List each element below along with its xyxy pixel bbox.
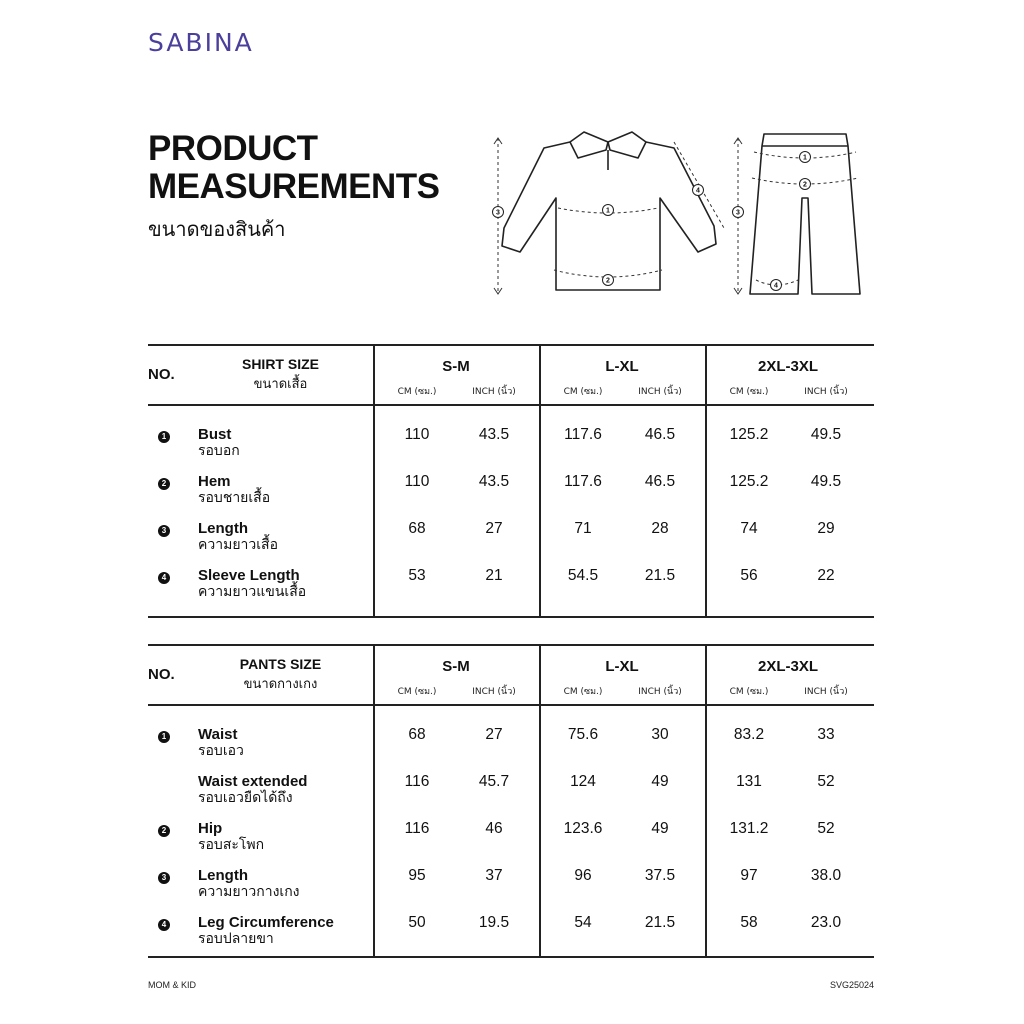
- measurement-value: 43.5: [478, 473, 510, 490]
- brand-logo: SABINA: [148, 28, 254, 57]
- pants-table-body: [148, 706, 874, 956]
- measurement-value: 75.6: [567, 726, 599, 743]
- shirt-diagram: [488, 128, 728, 300]
- measurement-value: 52: [817, 773, 835, 790]
- measurement-label: [198, 726, 244, 760]
- measurement-value: 116: [404, 773, 430, 790]
- measurement-name-en: Bust: [198, 426, 232, 443]
- pants-marker-1: 1: [803, 154, 807, 162]
- shirt-marker-2: 2: [606, 277, 610, 285]
- size-header-l-xl: L-XL: [605, 658, 639, 675]
- measurement-value: 74: [740, 520, 758, 537]
- unit-inch-header: INCH (นิ้ว): [804, 687, 848, 697]
- measurement-value: 28: [651, 520, 669, 537]
- measurement-value: 123.6: [563, 820, 603, 837]
- measurement-value: 19.5: [478, 914, 510, 931]
- measurement-value: 58: [740, 914, 758, 931]
- measurement-value: 37.5: [644, 867, 676, 884]
- measurement-name-th: รอบสะโพก: [198, 837, 265, 853]
- measurement-name-en: Waist: [198, 726, 238, 743]
- measurement-value: 23.0: [810, 914, 842, 931]
- measurement-value: 43.5: [478, 426, 510, 443]
- shirt-size-table: [148, 344, 874, 618]
- unit-inch-header: INCH (นิ้ว): [472, 687, 516, 697]
- pants-marker-4: 4: [774, 282, 778, 290]
- measurement-name-th: รอบชายเสื้อ: [198, 490, 271, 506]
- measurement-value: 131: [736, 773, 762, 790]
- measurement-value: 33: [817, 726, 835, 743]
- unit-cm-header: CM (ซม.): [397, 387, 437, 397]
- pants-size-table: [148, 644, 874, 958]
- unit-cm-header: CM (ซม.): [563, 387, 603, 397]
- pants-marker-3: 3: [736, 209, 740, 217]
- page-subtitle: ขนาดของสินค้า: [148, 217, 286, 241]
- measurement-value: 50: [408, 914, 426, 931]
- pants-table-header: [148, 646, 874, 706]
- measurement-label: [198, 867, 300, 901]
- shirt-table-body: [148, 406, 874, 616]
- size-header-l-xl: L-XL: [605, 358, 639, 375]
- measurement-value: 30: [651, 726, 669, 743]
- measurement-value: 117.6: [564, 426, 602, 443]
- measurement-value: 131.2: [729, 820, 769, 837]
- measurement-value: 46.5: [644, 473, 676, 490]
- measurement-name-th: ความยาวแขนเสื้อ: [198, 584, 307, 600]
- row-number-badge: 4: [158, 572, 170, 584]
- shirt-table-header: [148, 346, 874, 406]
- page-title: [148, 130, 440, 206]
- unit-cm-header: CM (ซม.): [729, 687, 769, 697]
- footer-product-code: SVG25024: [829, 980, 874, 990]
- measurement-value: 21: [485, 567, 503, 584]
- shirt-marker-1: 1: [606, 207, 610, 215]
- unit-cm-header: CM (ซม.): [729, 387, 769, 397]
- measurement-name-th: ความยาวเสื้อ: [198, 537, 278, 553]
- row-number-badge: 1: [158, 731, 170, 743]
- unit-cm-header: CM (ซม.): [397, 687, 437, 697]
- measurement-name-th: รอบอก: [198, 443, 240, 459]
- measurement-value: 124: [570, 773, 596, 790]
- measurement-value: 52: [817, 820, 835, 837]
- measurement-value: 116: [404, 820, 430, 837]
- measurement-name-th: รอบเอว: [198, 743, 244, 759]
- measurement-value: 29: [817, 520, 835, 537]
- measurement-label: [198, 473, 270, 507]
- measurement-label: [198, 426, 240, 460]
- unit-inch-header: INCH (นิ้ว): [638, 687, 682, 697]
- measurement-name-en: Leg Circumference: [198, 914, 334, 931]
- unit-inch-header: INCH (นิ้ว): [638, 387, 682, 397]
- title-line-2: MEASUREMENTS: [148, 167, 440, 206]
- measurement-name-en: Length: [198, 867, 248, 884]
- table-row: [148, 820, 874, 867]
- unit-inch-header: INCH (นิ้ว): [804, 387, 848, 397]
- table-row: [148, 914, 874, 961]
- measurement-value: 83.2: [733, 726, 765, 743]
- table-row: [148, 520, 874, 567]
- measurement-value: 49.5: [810, 426, 842, 443]
- row-number-badge: 3: [158, 525, 170, 537]
- measurement-value: 125.2: [729, 426, 769, 443]
- measurement-value: 117.6: [564, 473, 602, 490]
- row-number-badge: 2: [158, 478, 170, 490]
- measurement-value: 54.5: [567, 567, 599, 584]
- measurement-value: 56: [740, 567, 758, 584]
- measurement-value: 68: [408, 726, 426, 743]
- table-row: [148, 473, 874, 520]
- pants-illustration: [728, 128, 868, 300]
- shirt-marker-3: 3: [496, 209, 500, 217]
- unit-inch-header: INCH (นิ้ว): [472, 387, 516, 397]
- table-row: [148, 773, 874, 820]
- measurement-value: 49: [651, 773, 669, 790]
- table-row: [148, 726, 874, 773]
- table-row: [148, 426, 874, 473]
- measurement-label: [198, 914, 334, 948]
- row-number-badge: 2: [158, 825, 170, 837]
- measurement-name-th: ความยาวกางเกง: [198, 884, 300, 900]
- measurement-name-en: Hip: [198, 820, 223, 837]
- measurement-name-en: Length: [198, 520, 248, 537]
- measurement-value: 21.5: [644, 567, 676, 584]
- measurement-name-en: Waist extended: [198, 773, 308, 790]
- footer-category: MOM & KID: [148, 980, 197, 990]
- measurement-value: 46: [485, 820, 503, 837]
- measurement-value: 22: [817, 567, 835, 584]
- measurement-value: 46.5: [644, 426, 676, 443]
- measurement-name-en: Sleeve Length: [198, 567, 300, 584]
- pants-diagram: [728, 128, 868, 300]
- row-number-badge: 3: [158, 872, 170, 884]
- measurement-label: [198, 820, 264, 854]
- pants-size-header: [188, 656, 373, 694]
- pants-size-header-th: ขนาดกางเกง: [243, 677, 318, 692]
- measurement-label: [198, 773, 307, 807]
- measurement-label: [198, 520, 278, 554]
- measurement-label: [198, 567, 306, 601]
- unit-cm-header: CM (ซม.): [563, 687, 603, 697]
- measurement-value: 54: [574, 914, 592, 931]
- row-number-badge: 1: [158, 431, 170, 443]
- size-header-2xl-3xl: 2XL-3XL: [757, 358, 818, 375]
- title-line-1: PRODUCT: [148, 129, 318, 168]
- size-header-s-m: S-M: [442, 658, 470, 675]
- measurement-value: 37: [485, 867, 503, 884]
- no-column-header: NO.: [148, 666, 175, 683]
- measurement-value: 125.2: [729, 473, 769, 490]
- measurement-value: 110: [404, 426, 430, 443]
- shirt-size-header: [188, 356, 373, 394]
- no-column-header: NO.: [148, 366, 175, 383]
- row-number-badge: 4: [158, 919, 170, 931]
- pants-marker-2: 2: [803, 181, 807, 189]
- measurement-value: 110: [404, 473, 430, 490]
- size-header-s-m: S-M: [442, 358, 470, 375]
- measurement-value: 27: [485, 520, 503, 537]
- measurement-value: 27: [485, 726, 503, 743]
- shirt-size-header-en: SHIRT SIZE: [241, 356, 319, 372]
- shirt-marker-4: 4: [696, 187, 700, 195]
- measurement-value: 38.0: [810, 867, 842, 884]
- measurement-name-en: Hem: [198, 473, 231, 490]
- shirt-illustration: [488, 128, 728, 300]
- measurement-value: 96: [574, 867, 592, 884]
- measurement-value: 95: [408, 867, 426, 884]
- table-row: [148, 567, 874, 614]
- pants-size-header-en: PANTS SIZE: [239, 656, 322, 672]
- measurement-value: 71: [574, 520, 592, 537]
- shirt-size-header-th: ขนาดเสื้อ: [253, 377, 308, 392]
- measurement-value: 97: [740, 867, 758, 884]
- measurement-value: 49.5: [810, 473, 842, 490]
- measurement-value: 49: [651, 820, 669, 837]
- measurement-value: 68: [408, 520, 426, 537]
- measurement-name-th: รอบเอวยืดได้ถึง: [198, 790, 293, 806]
- table-row: [148, 867, 874, 914]
- size-header-2xl-3xl: 2XL-3XL: [757, 658, 818, 675]
- measurement-value: 45.7: [478, 773, 510, 790]
- measurement-name-th: รอบปลายขา: [198, 931, 274, 947]
- measurement-value: 21.5: [644, 914, 676, 931]
- measurement-value: 53: [408, 567, 426, 584]
